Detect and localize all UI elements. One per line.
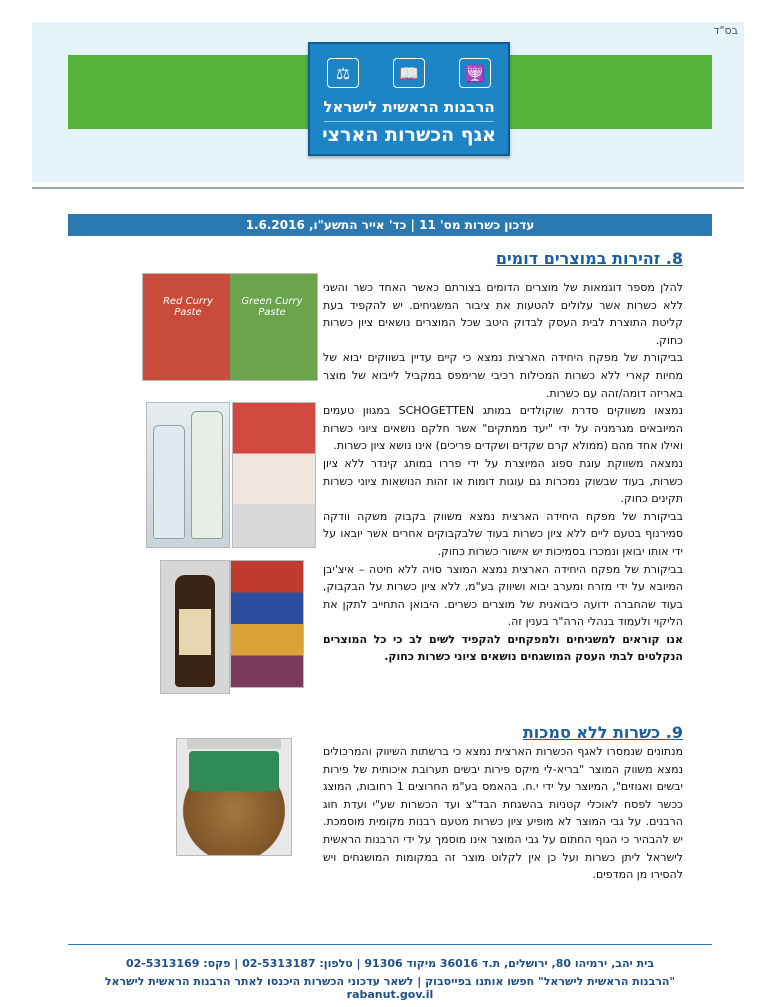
rabbinate-logo — [308, 42, 510, 156]
section9-title: 9. כשרות ללא סמכות — [522, 723, 683, 742]
org-name: הרבנות הראשית לישראל — [323, 98, 495, 116]
chocolate-shelf-photo — [230, 560, 304, 688]
section8-paragraph: נמצאה משווקת עוגת ספוג המיוצרת על ידי פררו במותג קינדר ללא ציון כשרות, בעוד שבשוק נמכרות גם עוגות דומות או זהות הנושאות ציוני כשרות תקינים כחוק. — [323, 456, 683, 506]
chocolate-package-photo — [232, 402, 316, 548]
bulletin-title-bar: עדכון כשרות מס' 11 | כד' אייר התשע"ו, 1.6.2016 — [68, 214, 712, 236]
bsd-mark: בס"ד — [713, 24, 738, 37]
curry-paste-photo — [142, 273, 318, 381]
scales-icon: ⚖ — [327, 58, 359, 88]
section9-paragraph: מנתונים שנמסרו לאגף הכשרות הארצית נמצא כי ברשתות השיווק והמרכולים נמצא משווק המוצר "בריא-לי מיקס פירות יבשים תערובת איכותית של פירות יבשים ואגוזים", המיוצר על ידי י.ח. בהאמס בע"מ החרוצים 1 רחובות, המוצג ככשר לפסח לאוכלי קטניות בהשגחת הבד"צ ועד הכשרות שע"י ועדת חוג הרבנים. על גבי המוצר לא מופיע ציון כשרות מטעם רבנות מקומית מוסמכת. יש להבהיר כי הגוף החתום על גבי המוצר אינו מוסמך על ידי הרבנות הראשית לישראל ליתן כשרות ועל כן אין לקלוט מוצר זה במקומות המושגחים ויש להסירו מן המדפים. — [323, 745, 683, 882]
section8-title: 8. זהירות במוצרים דומים — [495, 249, 683, 268]
section8-paragraph: בביקורת של מפקח היחידה הארצית נמצא כי קיים עדיין בשווקים יבוא של מחיות קארי ללא כשרות המכילות רכיבי שרימפס במקביל לייבוא של מוצר באריזה דומה/זהה עם כשרות. — [323, 351, 683, 400]
book-icon: 📖 — [393, 58, 425, 88]
jar-lid — [187, 739, 281, 749]
footer-divider — [68, 944, 712, 945]
red-curry-label: Red Curry Paste — [162, 296, 214, 318]
section8-paragraph: בביקורת של מפקח היחידה הארצית נמצא משווק בקבוק משקה וודקה סמירנוף בטעם ליים ללא ציון כשרות בעוד שלבקבוקים אחרים אשר יובאו על ידי אותו יבואן ונמכרו בסמיכות יש אישור כשרות כחוק. — [323, 509, 683, 558]
department-name: אגף הכשרות הארצי — [322, 124, 496, 146]
green-curry-label: Green Curry Paste — [241, 296, 303, 318]
section9-body — [323, 743, 683, 884]
section8-body — [323, 279, 683, 666]
header-divider — [32, 187, 744, 189]
soy-sauce-photo — [160, 560, 230, 694]
vodka-bottle — [191, 411, 223, 539]
section8-paragraph: להלן מספר דוגמאות של מוצרים הדומים בצורתם כאשר האחד כשר והשני ללא כשרות אשר עלולים להטעות את ציבור המשגיחים. יש להקפיד בעת קליטת התוצרת לבית העסק לבדוק היטב שכל המוצרים נושאים ציון כשרות כחוק. — [323, 281, 683, 347]
section8-paragraph: בביקורת של מפקח היחידה הארצית נמצא המוצר סויה ללא חיטה – איצ'יבן המיובא על ידי מזרח ומערב יבוא ושיווק בע"מ, ללא ציון כשרות על הבקבוק, בעוד שהחברה ידועה כיבואנית של מוצרים כשרים. היבואן התחייב לתקן את הליקוי ולעמוד בנהלי הרה"ר בענין זה. — [323, 562, 683, 629]
footer-address: בית יהב, ירמיהו 80, ירושלים, ת.ד 36016 מיקוד 91306 | טלפון: 02-5313187 | פקס: 02-5313169 — [125, 957, 655, 970]
dried-fruit-jar-photo — [176, 738, 292, 856]
footer-links: "הרבנות הראשית לישראל" חפשו אותנו בפייסבוק | לשאר עדכוני הכשרות היכנסו לאתר הרבנות הראשית לישראל rabanut.gov.il — [104, 975, 676, 1001]
menorah-icon: 🕎 — [459, 58, 491, 88]
section8-paragraph: נמצאו משווקים סדרת שוקולדים במותג SCHOGETTEN במגוון טעמים המיובאים מגרמניה על ידי "יעד ממתקים" אשר חלקם נושאים ציוני כשרות ואילו אחד מהם (ממולא קרם שקדים ושקדים פריכים) אינו נושא ציון כשרות. — [323, 404, 683, 453]
logo-icons — [310, 58, 508, 88]
jar-label — [189, 751, 279, 791]
section8-note: אנו קוראים למשגיחים ולמפקחים להקפיד לשים לב כי כל המוצרים הנקלטים לבתי העסק המושגחים נושאים ציוני כשרות כחוק. — [323, 632, 683, 664]
logo-divider — [324, 121, 494, 122]
soy-bottle-label — [179, 609, 211, 655]
vodka-bottle — [153, 425, 185, 539]
vodka-bottles-photo — [146, 402, 230, 548]
